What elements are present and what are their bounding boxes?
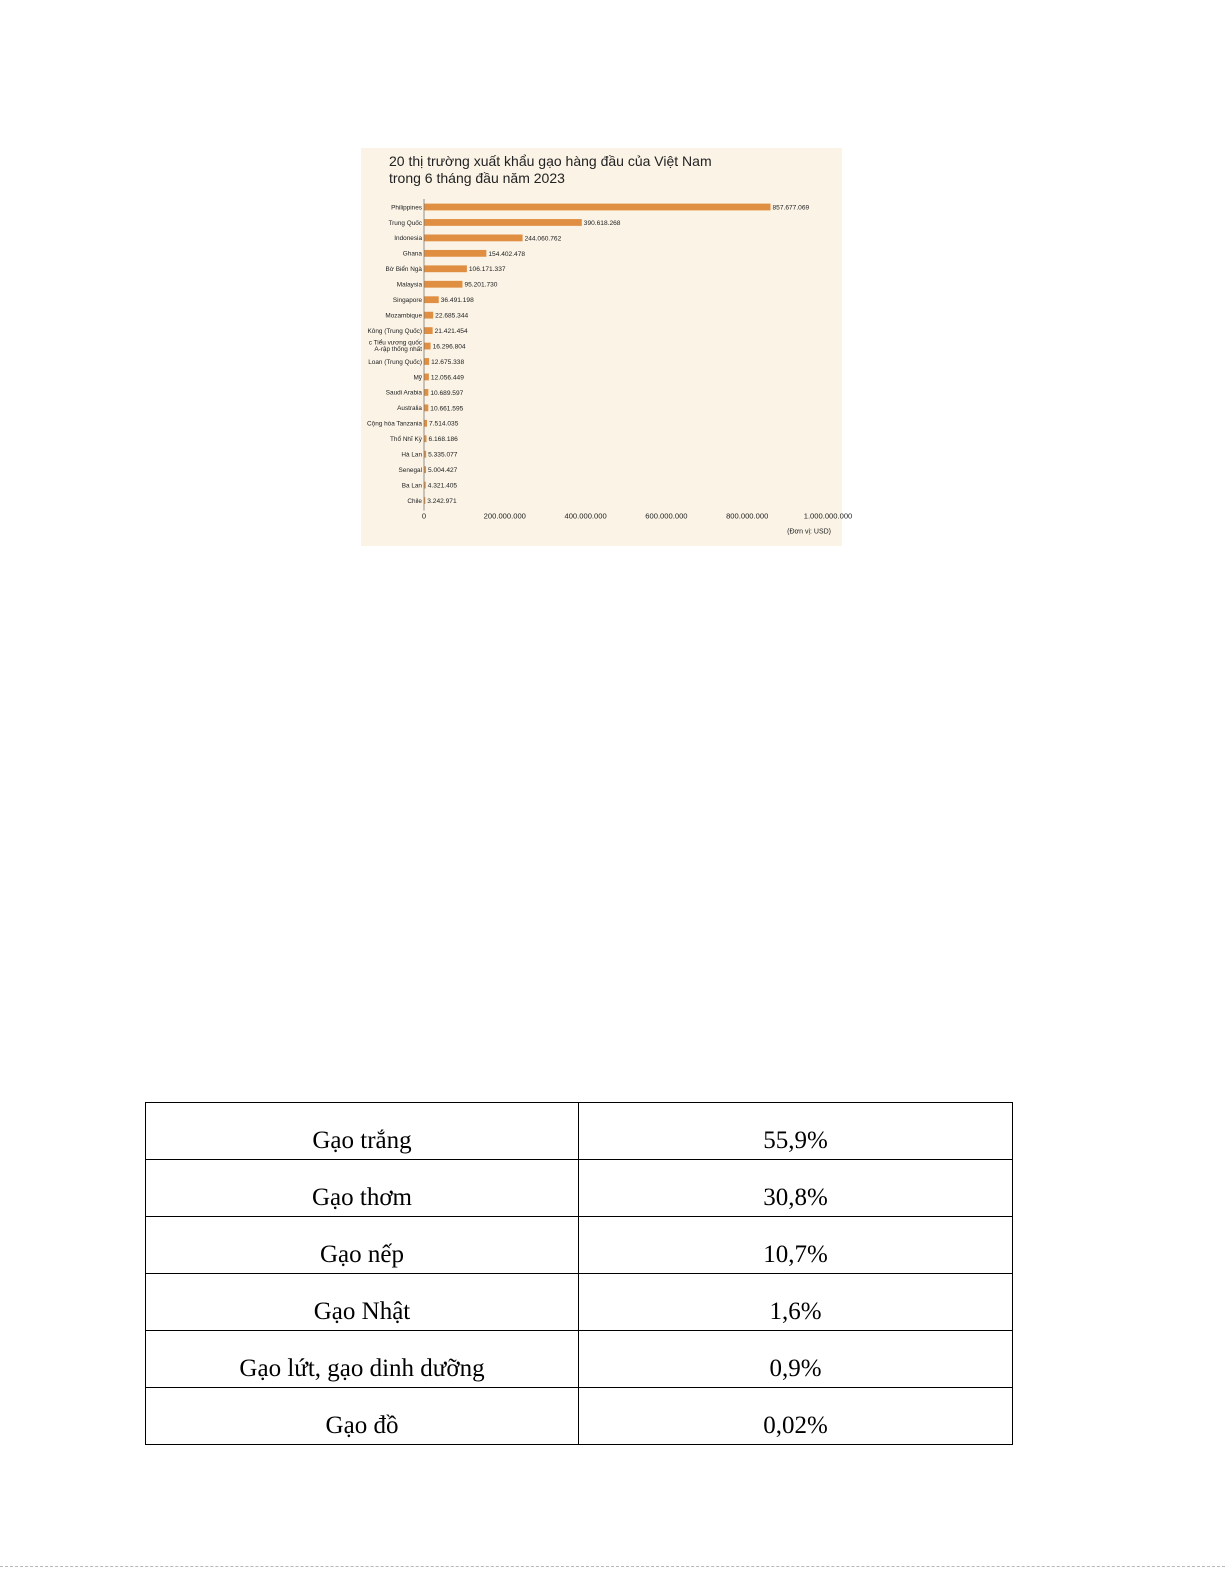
value-label: 22.685.344: [435, 312, 469, 320]
chart-bar: [424, 358, 429, 365]
rice-type-cell: Gạo thơm: [146, 1160, 579, 1217]
chart-bar: [424, 420, 427, 427]
category-label: Kông (Trung Quốc): [367, 327, 422, 335]
chart-bar: [424, 235, 523, 242]
x-tick-label: 800.000.000: [726, 511, 769, 521]
share-percent-cell: 0,02%: [579, 1388, 1013, 1445]
x-tick-label: 200.000.000: [483, 511, 526, 521]
chart-bar: [424, 281, 462, 288]
rice-type-cell: Gạo nếp: [146, 1217, 579, 1274]
chart-bar: [424, 374, 429, 381]
category-label: Thổ Nhĩ Kỳ: [390, 436, 422, 444]
value-label: 6.168.186: [428, 436, 458, 444]
chart-bar: [424, 250, 486, 257]
share-percent-cell: 55,9%: [579, 1103, 1013, 1160]
category-label: Ba Lan: [401, 482, 422, 490]
category-label: Mozambique: [385, 312, 422, 320]
value-label: 857.677.069: [772, 204, 810, 212]
value-label: 5.004.427: [428, 467, 458, 475]
category-label: Senegal: [398, 466, 422, 474]
value-label: 4.321.405: [427, 482, 458, 490]
x-tick-label: 400.000.000: [564, 511, 607, 521]
chart-bar: [424, 265, 467, 272]
table-row: [146, 1160, 1013, 1217]
chart-bar: [424, 389, 428, 396]
page-bottom-rule: [0, 1566, 1225, 1567]
chart-svg: [361, 148, 853, 546]
category-label: Saudi Arabia: [385, 389, 422, 397]
share-percent-cell: 10,7%: [579, 1217, 1013, 1274]
value-label: 21.421.454: [434, 328, 468, 335]
category-label: Singapore: [392, 297, 422, 304]
category-label: Trung Quốc: [388, 219, 422, 227]
value-label: 12.675.338: [431, 358, 465, 366]
value-label: 95.201.730: [464, 281, 498, 289]
category-label: Australia: [397, 405, 422, 413]
category-label: Malaysia: [396, 281, 422, 289]
value-label: 390.618.268: [583, 219, 621, 227]
rice-type-cell: Gạo lứt, gạo dinh dưỡng: [146, 1331, 579, 1388]
value-label: 10.689.597: [430, 389, 464, 397]
unit-note: (Đơn vị: USD): [787, 528, 831, 536]
value-label: 3.242.971: [427, 497, 457, 505]
share-percent-cell: 0,9%: [579, 1331, 1013, 1388]
table-row: [146, 1331, 1013, 1388]
chart-bar: [424, 296, 439, 303]
value-label: 10.661.595: [430, 405, 464, 413]
chart-title-line: trong 6 tháng đầu năm 2023: [389, 170, 565, 186]
chart-bar: [424, 404, 428, 411]
rice-type-cell: Gạo trắng: [146, 1103, 579, 1160]
value-label: 12.056.449: [430, 374, 464, 382]
share-percent-cell: 30,8%: [579, 1160, 1013, 1217]
category-label: Ghana: [402, 250, 422, 258]
chart-bar: [424, 219, 582, 226]
chart-bar: [424, 343, 431, 350]
category-label: Hà Lan: [401, 451, 422, 459]
category-label: Bờ Biển Ngà: [385, 266, 422, 274]
chart-bar: [424, 312, 433, 319]
value-label: 16.296.804: [432, 343, 466, 351]
rice-type-share-table: [145, 1102, 1013, 1445]
table-row: [146, 1274, 1013, 1331]
x-tick-label: 600.000.000: [645, 511, 688, 521]
category-label: Indonesia: [394, 235, 422, 243]
category-label: c Tiểu vương quốc: [368, 339, 422, 347]
x-tick-label: 1.000.000.000: [803, 511, 853, 521]
category-label: Loan (Trung Quốc): [368, 358, 422, 366]
value-label: 5.335.077: [428, 451, 458, 459]
rice-export-chart: [361, 148, 853, 546]
value-label: 244.060.762: [524, 235, 562, 243]
chart-bar: [424, 204, 771, 211]
table-row: [146, 1388, 1013, 1445]
value-label: 36.491.198: [440, 297, 474, 305]
x-tick-label: 0: [421, 511, 427, 521]
category-label: Philippines: [391, 204, 422, 212]
value-label: 154.402.478: [488, 250, 526, 258]
value-label: 7.514.035: [429, 420, 459, 428]
category-label: A-rập thống nhất: [374, 345, 422, 353]
chart-title-line: 20 thị trường xuất khẩu gạo hàng đầu của Việt Nam: [389, 153, 712, 169]
table-row: [146, 1103, 1013, 1160]
category-label: Cộng hòa Tanzania: [367, 420, 422, 428]
rice-type-cell: Gạo đồ: [146, 1388, 579, 1445]
chart-bar: [424, 327, 433, 334]
category-label: Mỹ: [413, 374, 422, 382]
table-row: [146, 1217, 1013, 1274]
category-label: Chile: [407, 497, 422, 505]
value-label: 106.171.337: [468, 266, 506, 274]
rice-type-cell: Gạo Nhật: [146, 1274, 579, 1331]
share-percent-cell: 1,6%: [579, 1274, 1013, 1331]
